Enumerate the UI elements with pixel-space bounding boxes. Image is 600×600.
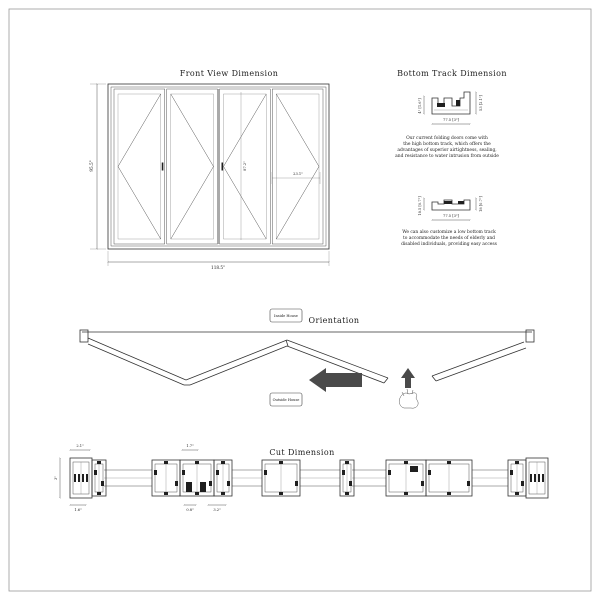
width-label: 118.5" — [211, 265, 225, 270]
front-view-title: Front View Dimension — [179, 69, 279, 78]
latch-icon — [410, 466, 418, 472]
lock-stile-profile — [386, 460, 426, 496]
door-panel — [167, 89, 218, 244]
hinge-profile-5 — [426, 460, 472, 496]
cut-dim-top-left: 2.1" — [76, 444, 84, 448]
low-track-profile — [418, 195, 483, 220]
left-jamb-profile — [70, 458, 92, 498]
high-track-profile — [418, 92, 483, 124]
high-height-right: 53 [2.1"] — [479, 95, 483, 111]
meeting-stile-profile — [180, 460, 214, 496]
cut-dim-bottom-mid2: 3.2" — [213, 508, 221, 512]
hinge-profile-3 — [262, 460, 300, 496]
page-border — [9, 9, 591, 591]
height-label: 95.5" — [89, 160, 94, 172]
high-note-line-2: the high bottom track, which offers the — [403, 142, 491, 147]
door-panel — [114, 89, 165, 244]
hinge-profile-2 — [214, 460, 232, 496]
orientation-diagram — [80, 309, 534, 408]
inner-height-label: 87.2" — [243, 161, 247, 171]
handle-icon — [222, 163, 224, 171]
high-note-line-1: Our current folding doors come with — [406, 136, 488, 141]
cut-dim-bottom-left: 1.6" — [74, 508, 82, 512]
cut-dim-bottom-mid1: 0.8" — [186, 508, 194, 512]
high-width: 77.5 [3"] — [443, 118, 459, 122]
push-direction-arrow — [401, 368, 415, 388]
hinge-profile-4 — [340, 460, 354, 496]
lock-icon — [200, 482, 206, 492]
low-note-line-2: to accommodate the needs of elderly and — [403, 236, 495, 241]
outside-house-label: Outside House — [272, 398, 300, 402]
height-dimension — [89, 84, 106, 249]
orientation-title: Orientation — [308, 316, 360, 325]
jamb-sash-profile — [92, 460, 106, 496]
right-jamb-profile — [526, 458, 548, 498]
bottom-track — [395, 69, 507, 247]
handle-icon — [162, 163, 164, 171]
inside-house-label: Inside House — [274, 314, 298, 318]
high-note-line-4: and resistance to water intrusion from outside — [395, 154, 499, 159]
low-note-line-1: We can also customize a low bottom track — [402, 230, 496, 235]
low-height-left: 18.5 [0.7"] — [418, 196, 422, 216]
width-dimension — [108, 251, 329, 270]
hinge-profile-1 — [152, 460, 180, 496]
high-note-line-3: advantages of superior airtightness, sealing, — [397, 148, 497, 153]
door-panels — [114, 89, 323, 244]
low-note-line-3: disabled individuals, providing easy access — [401, 242, 497, 247]
high-track-note — [395, 136, 499, 159]
high-height-left: 4" [1.6"] — [418, 98, 422, 114]
panel-width-label: 23.1" — [293, 172, 303, 176]
front-view — [89, 69, 329, 270]
cut-dimension — [54, 444, 548, 512]
low-height-right: 18 [0.7"] — [479, 196, 483, 212]
folding-panels-plan — [88, 338, 526, 385]
cut-dim-side: 3" — [54, 476, 58, 480]
end-sash-profile — [508, 460, 526, 496]
door-panel — [272, 89, 323, 244]
hand-icon — [399, 389, 418, 408]
cut-dim-top-mid: 1.7" — [186, 444, 194, 448]
low-width: 77.5 [3"] — [443, 214, 459, 218]
cut-profiles — [70, 458, 548, 498]
lock-icon — [186, 482, 192, 492]
low-track-note — [401, 230, 498, 247]
bottom-track-title: Bottom Track Dimension — [397, 69, 507, 78]
cut-title: Cut Dimension — [269, 448, 335, 457]
